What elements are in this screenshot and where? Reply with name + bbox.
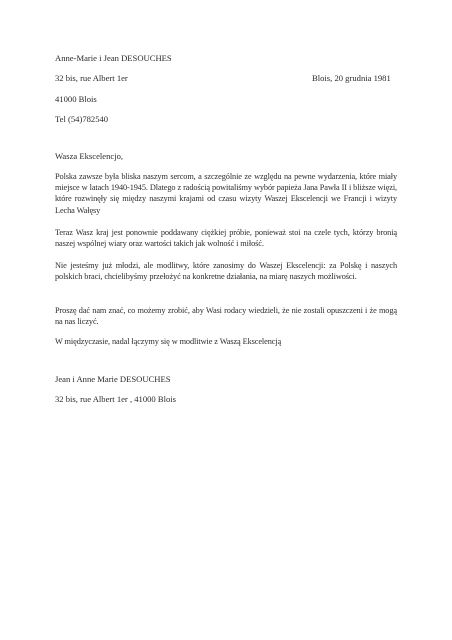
sender-city: 41000 Blois: [55, 94, 97, 104]
signature-name: Jean i Anne Marie DESOUCHES: [55, 374, 171, 384]
salutation: Wasza Ekscelencjo,: [55, 151, 124, 161]
paragraph-1: Polska zawsze była bliska naszym sercom, a szczególnie ze względu na pewne wydarzenia, które miały miejsce w latach 1940-1945. Dlatego z radością powitaliśmy wybór papieża Jana Pawła II i bliższe więzi, które rozwinęły się między naszymi krajami od czasu wizyty Waszej Ekscelencji we Francji i wizyty Lecha Wałęsy: [55, 172, 397, 215]
paragraph-3: Nie jesteśmy już młodzi, ale modlitwy, które zanosimy do Waszej Ekscelencji: za Polskę i naszych polskich braci, chcielibyśmy przełożyć na konkretne działania, na miarę naszych możliwości.: [55, 261, 397, 282]
sender-name: Anne-Marie i Jean DESOUCHES: [55, 53, 172, 63]
paragraph-4: Proszę dać nam znać, co możemy zrobić, aby Wasi rodacy wiedzieli, że nie zostali opuszczeni i że mogą na nas liczyć.: [55, 306, 397, 327]
paragraph-5: W międzyczasie, nadal łączymy się w modlitwie z Waszą Ekscelencją: [55, 337, 282, 346]
sender-phone: Tel (54)782540: [55, 114, 109, 124]
paragraph-2: Teraz Wasz kraj jest ponownie poddawany ciężkiej próbie, ponieważ stoi na czele tych, którzy bronią naszej wspólnej wiary oraz wartości takich jak wolność i miłość.: [55, 228, 397, 249]
signature-address: 32 bis, rue Albert 1er , 41000 Blois: [55, 394, 177, 404]
place-and-date: Blois, 20 grudnia 1981: [312, 73, 391, 83]
sender-street: 32 bis, rue Albert 1er: [55, 73, 128, 83]
